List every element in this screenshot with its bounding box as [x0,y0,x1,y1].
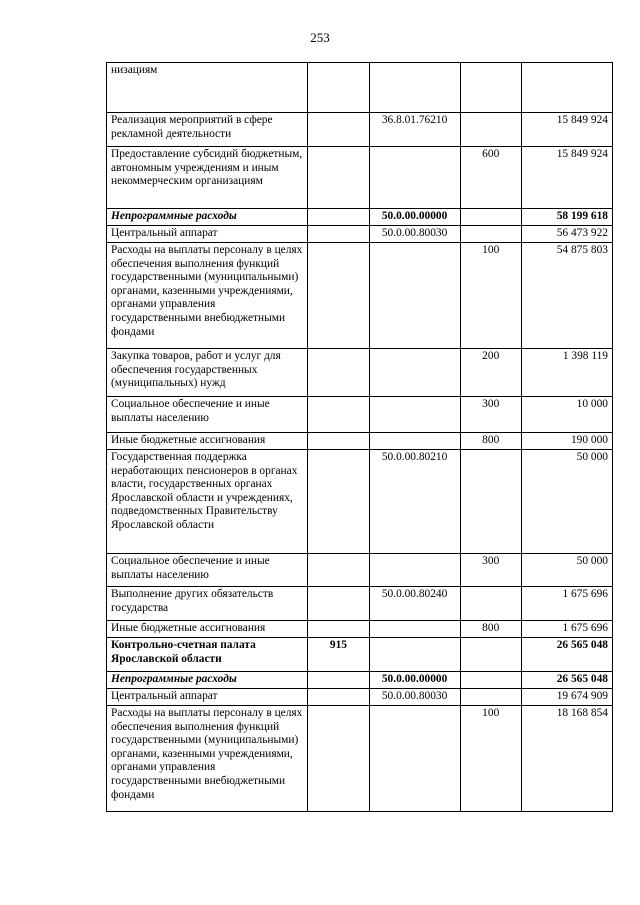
row-sum: 190 000 [521,433,612,450]
row-dept [308,147,369,209]
row-sum: 19 674 909 [521,689,612,706]
row-csr: 50.0.00.00000 [369,672,460,689]
table-row [107,349,613,397]
row-vr: 300 [460,554,521,587]
row-csr: 50.0.00.80240 [369,587,460,621]
row-csr [369,63,460,113]
row-vr [460,209,521,226]
table-row [107,147,613,209]
table-row [107,63,613,113]
table-row [107,689,613,706]
row-sum: 10 000 [521,397,612,433]
table-row [107,433,613,450]
row-vr: 600 [460,147,521,209]
row-dept [308,621,369,638]
table-row [107,621,613,638]
row-name: Центральный аппарат [107,689,308,706]
row-dept [308,63,369,113]
row-vr [460,63,521,113]
row-name: Контрольно-счетная палата Ярославской области [107,638,308,672]
row-dept [308,243,369,349]
row-vr [460,113,521,147]
table-row [107,397,613,433]
row-name: Предоставление субсидий бюджетным, автономным учреждениям и иным некоммерческим организациям [107,147,308,209]
row-name: Непрограммные расходы [107,209,308,226]
row-sum: 1 675 696 [521,621,612,638]
row-name: Непрограммные расходы [107,672,308,689]
row-csr [369,554,460,587]
row-vr: 200 [460,349,521,397]
table-row [107,226,613,243]
row-sum: 15 849 924 [521,147,612,209]
row-sum: 15 849 924 [521,113,612,147]
row-sum [521,63,612,113]
row-csr [369,706,460,812]
row-csr [369,349,460,397]
row-vr: 800 [460,621,521,638]
row-vr [460,226,521,243]
row-csr [369,243,460,349]
table-row [107,113,613,147]
row-name: Социальное обеспечение и иные выплаты населению [107,554,308,587]
row-csr [369,621,460,638]
row-dept [308,349,369,397]
table-row [107,554,613,587]
row-vr [460,638,521,672]
row-dept [308,689,369,706]
row-csr [369,397,460,433]
row-name: Расходы на выплаты персоналу в целях обеспечения выполнения функций государственными (муниципальными) органами, казенными учреждениями, органами управления государственными внебюджетными фондами [107,243,308,349]
row-dept [308,226,369,243]
row-sum: 26 565 048 [521,638,612,672]
row-name: Центральный аппарат [107,226,308,243]
row-name: Иные бюджетные ассигнования [107,433,308,450]
row-csr: 50.0.00.80210 [369,450,460,554]
row-dept [308,587,369,621]
table-row [107,209,613,226]
row-sum: 26 565 048 [521,672,612,689]
row-vr: 300 [460,397,521,433]
row-dept [308,113,369,147]
row-dept [308,209,369,226]
row-name: Иные бюджетные ассигнования [107,621,308,638]
row-dept [308,450,369,554]
budget-table [106,62,613,812]
page-number: 253 [310,30,330,45]
table-row [107,243,613,349]
row-vr: 100 [460,706,521,812]
row-sum: 50 000 [521,450,612,554]
row-dept [308,397,369,433]
row-name: Закупка товаров, работ и услуг для обеспечения государственных (муниципальных) нужд [107,349,308,397]
row-sum: 1 675 696 [521,587,612,621]
row-name: Выполнение других обязательств государства [107,587,308,621]
row-vr: 800 [460,433,521,450]
table-row [107,638,613,672]
row-dept [308,672,369,689]
row-dept [308,433,369,450]
row-sum: 18 168 854 [521,706,612,812]
row-sum: 54 875 803 [521,243,612,349]
row-sum: 1 398 119 [521,349,612,397]
row-dept [308,706,369,812]
row-sum: 50 000 [521,554,612,587]
row-vr [460,672,521,689]
row-name: Социальное обеспечение и иные выплаты населению [107,397,308,433]
row-vr: 100 [460,243,521,349]
row-vr [460,587,521,621]
table-row [107,450,613,554]
row-csr: 50.0.00.80030 [369,226,460,243]
row-sum: 58 199 618 [521,209,612,226]
table-row [107,672,613,689]
row-csr [369,638,460,672]
table-row [107,706,613,812]
row-name: Расходы на выплаты персоналу в целях обеспечения выполнения функций государственными (муниципальными) органами, казенными учреждениями, органами управления государственными внебюджетными фондами [107,706,308,812]
row-sum: 56 473 922 [521,226,612,243]
row-vr [460,450,521,554]
row-csr [369,147,460,209]
row-csr [369,433,460,450]
row-name: Государственная поддержка неработающих пенсионеров в органах власти, государственных органах Ярославской области и учреждениях, подведомственных Правительству Ярославской области [107,450,308,554]
row-name: низациям [107,63,308,113]
row-dept: 915 [308,638,369,672]
row-csr: 50.0.00.80030 [369,689,460,706]
row-vr [460,689,521,706]
row-csr: 36.8.01.76210 [369,113,460,147]
row-dept [308,554,369,587]
row-name: Реализация мероприятий в сфере рекламной деятельности [107,113,308,147]
row-csr: 50.0.00.00000 [369,209,460,226]
table-row [107,587,613,621]
